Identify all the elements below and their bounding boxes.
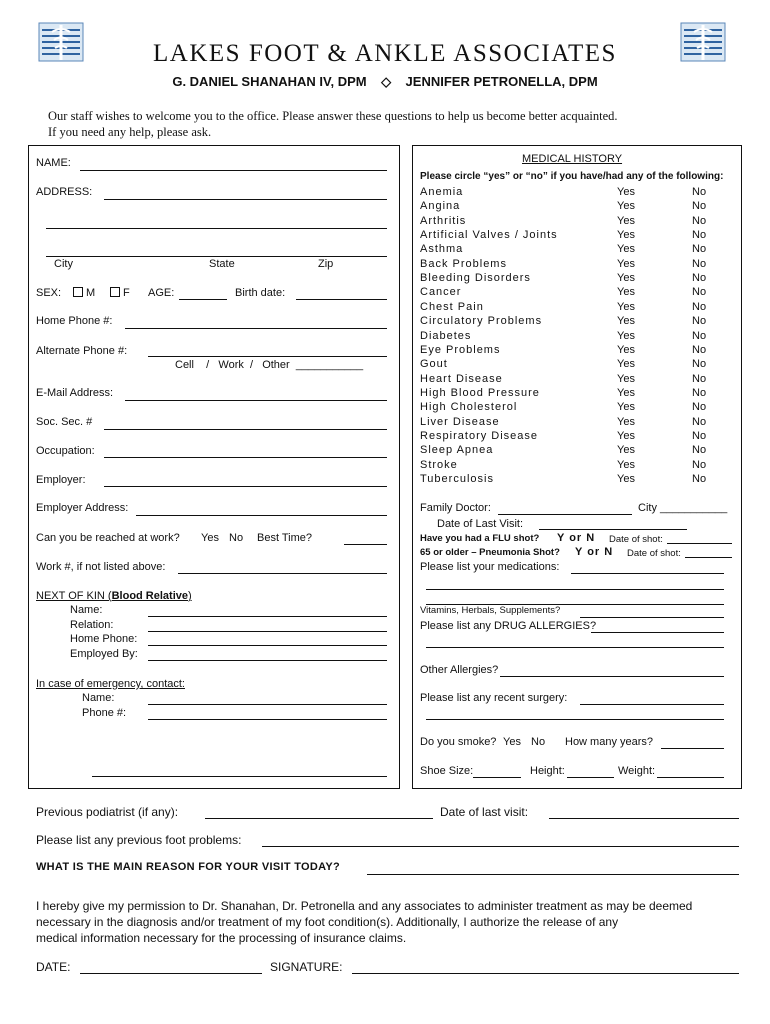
- kin-name-field[interactable]: [148, 616, 387, 617]
- medications-field-1[interactable]: [571, 573, 724, 574]
- male-option[interactable]: M: [73, 287, 95, 299]
- family-doctor-label: Family Doctor:: [420, 502, 491, 514]
- employer-label: Employer:: [36, 474, 86, 486]
- kin-employed-label: Employed By:: [70, 648, 138, 660]
- zip-label: Zip: [318, 258, 334, 270]
- medications-field-2[interactable]: [426, 589, 724, 590]
- condition-yes-option[interactable]: Yes: [617, 444, 635, 457]
- email-field[interactable]: [125, 400, 387, 401]
- condition-name: Back Problems: [420, 257, 507, 270]
- condition-name: Liver Disease: [420, 415, 500, 428]
- condition-yes-option[interactable]: Yes: [617, 329, 635, 342]
- work-number-field[interactable]: [178, 573, 387, 574]
- condition-yes-option[interactable]: Yes: [617, 458, 635, 471]
- surgery-field-2[interactable]: [426, 719, 724, 720]
- drug-allergies-field-2[interactable]: [426, 647, 724, 648]
- family-doctor-field[interactable]: [498, 514, 632, 515]
- condition-no-option[interactable]: No: [692, 229, 707, 242]
- welcome-text: Our staff wishes to welcome you to the office. Please answer these questions to help us become better acquainted. If you need any help, please ask.: [48, 109, 618, 139]
- medical-history-heading: MEDICAL HISTORY: [522, 153, 623, 165]
- condition-no-option[interactable]: No: [692, 286, 707, 299]
- condition-yes-option[interactable]: Yes: [617, 214, 635, 227]
- condition-no-option[interactable]: No: [692, 429, 707, 442]
- pneumonia-date-field[interactable]: [685, 557, 732, 558]
- pneumonia-date-label: Date of shot:: [627, 548, 681, 559]
- ssn-field[interactable]: [104, 429, 387, 430]
- condition-no-option[interactable]: No: [692, 200, 707, 213]
- vitamins-label: Vitamins, Herbals, Supplements?: [420, 605, 561, 616]
- shoe-size-label: Shoe Size:: [420, 765, 474, 777]
- main-reason-label: WHAT IS THE MAIN REASON FOR YOUR VISIT TODAY?: [36, 861, 341, 873]
- emergency-phone-label: Phone #:: [82, 707, 127, 719]
- medical-instruction: Please circle “yes” or “no” if you have/had any of the following:: [420, 171, 724, 182]
- condition-name: High Blood Pressure: [420, 386, 540, 399]
- blank-line[interactable]: [92, 776, 387, 777]
- condition-yes-option[interactable]: Yes: [617, 401, 635, 414]
- work-number-label: Work #, if not listed above:: [36, 561, 166, 573]
- address-label: ADDRESS:: [36, 186, 93, 198]
- kin-home-phone-field[interactable]: [148, 645, 387, 646]
- flu-shot-date-field[interactable]: [667, 543, 732, 544]
- condition-no-option[interactable]: No: [692, 386, 707, 399]
- phone-type-options[interactable]: Cell / Work / Other ___________: [175, 359, 364, 371]
- condition-no-option[interactable]: No: [692, 458, 707, 471]
- condition-yes-option[interactable]: Yes: [617, 300, 635, 313]
- other-allergies-field[interactable]: [500, 676, 724, 677]
- pneumonia-label: 65 or older – Pneumonia Shot?: [420, 547, 560, 558]
- kin-relation-label: Relation:: [70, 619, 114, 631]
- occupation-field[interactable]: [104, 457, 387, 458]
- male-checkbox[interactable]: [73, 287, 83, 297]
- condition-yes-option[interactable]: Yes: [617, 429, 635, 442]
- flu-shot-date-label: Date of shot:: [609, 534, 663, 545]
- signature-field[interactable]: [352, 973, 739, 974]
- condition-no-option[interactable]: No: [692, 444, 707, 457]
- signature-label: SIGNATURE:: [270, 960, 343, 974]
- name-label: NAME:: [36, 157, 71, 169]
- surgery-label: Please list any recent surgery:: [420, 692, 568, 704]
- consent-text: I hereby give my permission to Dr. Shanahan, Dr. Petronella and any associates to administer treatment as may be deemed necessary in the diagnosis and/or treatment of my foot condition(s). Additionally, I authorize the release of any medical information necessary for the processing of insurance claims.: [36, 899, 693, 945]
- drug-allergies-field-1[interactable]: [591, 632, 724, 633]
- date-last-visit-label: Date of last visit:: [440, 805, 529, 819]
- condition-name: Arthritis: [420, 214, 467, 227]
- emergency-name-field[interactable]: [148, 704, 387, 705]
- height-label: Height:: [530, 765, 565, 777]
- address-field-1[interactable]: [104, 199, 387, 200]
- condition-name: Anemia: [420, 186, 464, 198]
- home-phone-label: Home Phone #:: [36, 315, 113, 327]
- alt-phone-field[interactable]: [148, 356, 387, 357]
- condition-no-option[interactable]: No: [692, 186, 707, 198]
- condition-yes-option[interactable]: Yes: [617, 257, 635, 270]
- condition-no-option[interactable]: No: [692, 415, 707, 428]
- address-field-3[interactable]: [46, 256, 387, 257]
- condition-name: Angina: [420, 200, 461, 213]
- prev-foot-problems-field[interactable]: [262, 846, 739, 847]
- best-time-field[interactable]: [344, 544, 387, 545]
- state-label: State: [209, 258, 235, 270]
- medications-label: Please list your medications:: [420, 561, 560, 573]
- doctor-2: JENNIFER PETRONELLA, DPM: [405, 74, 598, 89]
- condition-yes-option[interactable]: Yes: [617, 229, 635, 242]
- condition-yes-option[interactable]: Yes: [617, 315, 635, 328]
- how-many-years-label: How many years?: [565, 736, 654, 748]
- condition-no-option[interactable]: No: [692, 401, 707, 414]
- condition-no-option[interactable]: No: [692, 214, 707, 227]
- other-allergies-label: Other Allergies?: [420, 664, 499, 676]
- home-phone-field[interactable]: [125, 328, 387, 329]
- separator-diamond-icon: ◇: [381, 74, 392, 89]
- name-field[interactable]: [80, 170, 387, 171]
- condition-no-option[interactable]: No: [692, 473, 707, 485]
- height-field[interactable]: [567, 777, 614, 778]
- vitamins-field[interactable]: [580, 617, 724, 618]
- flu-shot-yn[interactable]: Y or N: [557, 532, 596, 544]
- next-of-kin-heading: NEXT OF KIN (Blood Relative): [36, 590, 192, 602]
- condition-yes-option[interactable]: Yes: [617, 343, 635, 356]
- condition-no-option[interactable]: No: [692, 372, 707, 385]
- doctor-city-field[interactable]: City ___________: [638, 502, 728, 514]
- condition-name: Bleeding Disorders: [420, 272, 531, 285]
- condition-no-option[interactable]: No: [692, 243, 707, 256]
- kin-home-phone-label: Home Phone:: [70, 633, 138, 645]
- condition-yes-option[interactable]: Yes: [617, 200, 635, 213]
- condition-name: Gout: [420, 358, 448, 371]
- kin-name-label: Name:: [70, 604, 103, 616]
- birth-date-field[interactable]: [296, 299, 387, 300]
- birth-date-label: Birth date:: [235, 287, 286, 299]
- employer-address-label: Employer Address:: [36, 502, 129, 514]
- employer-address-field[interactable]: [136, 515, 387, 516]
- condition-no-option[interactable]: No: [692, 329, 707, 342]
- condition-yes-option[interactable]: Yes: [617, 272, 635, 285]
- condition-yes-option[interactable]: Yes: [617, 386, 635, 399]
- practice-title: LAKES FOOT & ANKLE ASSOCIATES: [153, 40, 617, 67]
- condition-name: Tuberculosis: [420, 473, 494, 485]
- best-time-label: Best Time?: [257, 532, 313, 544]
- reached-yes-option[interactable]: Yes: [201, 532, 219, 544]
- drug-allergies-label: Please list any DRUG ALLERGIES?: [420, 620, 597, 632]
- condition-name: High Cholesterol: [420, 401, 518, 414]
- sex-label: SEX:: [36, 287, 62, 299]
- condition-yes-option[interactable]: Yes: [617, 286, 635, 299]
- condition-no-option[interactable]: No: [692, 358, 707, 371]
- surgery-field-1[interactable]: [580, 704, 724, 705]
- female-checkbox[interactable]: [110, 287, 120, 297]
- kin-employed-field[interactable]: [148, 660, 387, 661]
- ssn-label: Soc. Sec. #: [36, 416, 93, 428]
- doctors-line: [0, 74, 770, 90]
- condition-name: Heart Disease: [420, 372, 503, 385]
- condition-no-option[interactable]: No: [692, 343, 707, 356]
- shoe-size-field[interactable]: [473, 777, 521, 778]
- emergency-heading: In case of emergency, contact:: [36, 678, 185, 690]
- smoke-yes-option[interactable]: Yes: [503, 736, 521, 748]
- condition-name: Artificial Valves / Joints: [420, 229, 558, 242]
- date-field[interactable]: [80, 973, 262, 974]
- city-label: City: [54, 258, 73, 270]
- smoke-label: Do you smoke?: [420, 736, 497, 748]
- condition-no-option[interactable]: No: [692, 272, 707, 285]
- condition-no-option[interactable]: No: [692, 257, 707, 270]
- occupation-label: Occupation:: [36, 445, 95, 457]
- condition-no-option[interactable]: No: [692, 315, 707, 328]
- condition-name: Sleep Apnea: [420, 444, 494, 457]
- condition-yes-option[interactable]: Yes: [617, 243, 635, 256]
- condition-yes-option[interactable]: Yes: [617, 358, 635, 371]
- last-visit-field[interactable]: [539, 529, 687, 530]
- how-many-years-field[interactable]: [661, 748, 724, 749]
- age-label: AGE:: [148, 287, 175, 299]
- condition-name: Diabetes: [420, 329, 472, 342]
- date-label: DATE:: [36, 960, 71, 974]
- smoke-no-option[interactable]: No: [531, 736, 546, 748]
- weight-field[interactable]: [657, 777, 724, 778]
- main-reason-field[interactable]: [367, 874, 739, 875]
- condition-name: Cancer: [420, 286, 462, 299]
- female-option[interactable]: F: [110, 287, 130, 299]
- emergency-phone-field[interactable]: [148, 719, 387, 720]
- last-visit-label: Date of Last Visit:: [437, 518, 524, 530]
- flu-shot-label: Have you had a FLU shot?: [420, 533, 540, 544]
- reached-no-option[interactable]: No: [229, 532, 244, 544]
- condition-name: Respiratory Disease: [420, 429, 539, 442]
- condition-name: Circulatory Problems: [420, 315, 543, 328]
- condition-name: Eye Problems: [420, 343, 501, 356]
- condition-yes-option[interactable]: Yes: [617, 372, 635, 385]
- condition-no-option[interactable]: No: [692, 300, 707, 313]
- condition-name: Stroke: [420, 458, 458, 471]
- email-label: E-Mail Address:: [36, 387, 114, 399]
- employer-field[interactable]: [104, 486, 387, 487]
- prev-podiatrist-label: Previous podiatrist (if any):: [36, 805, 179, 819]
- age-field[interactable]: [179, 299, 227, 300]
- date-last-visit-field[interactable]: [549, 818, 739, 819]
- condition-name: Asthma: [420, 243, 464, 256]
- condition-yes-option[interactable]: Yes: [617, 473, 635, 485]
- alt-phone-label: Alternate Phone #:: [36, 345, 128, 357]
- prev-foot-problems-label: Please list any previous foot problems:: [36, 833, 242, 847]
- condition-name: Chest Pain: [420, 300, 484, 313]
- condition-yes-option[interactable]: Yes: [617, 415, 635, 428]
- address-field-2[interactable]: [46, 228, 387, 229]
- weight-label: Weight:: [618, 765, 656, 777]
- prev-podiatrist-field[interactable]: [205, 818, 433, 819]
- kin-relation-field[interactable]: [148, 631, 387, 632]
- reached-at-work-label: Can you be reached at work?: [36, 532, 180, 544]
- emergency-name-label: Name:: [82, 692, 115, 704]
- doctor-1: G. DANIEL SHANAHAN IV, DPM: [172, 74, 367, 89]
- condition-yes-option[interactable]: Yes: [617, 186, 635, 198]
- pneumonia-yn[interactable]: Y or N: [575, 546, 614, 558]
